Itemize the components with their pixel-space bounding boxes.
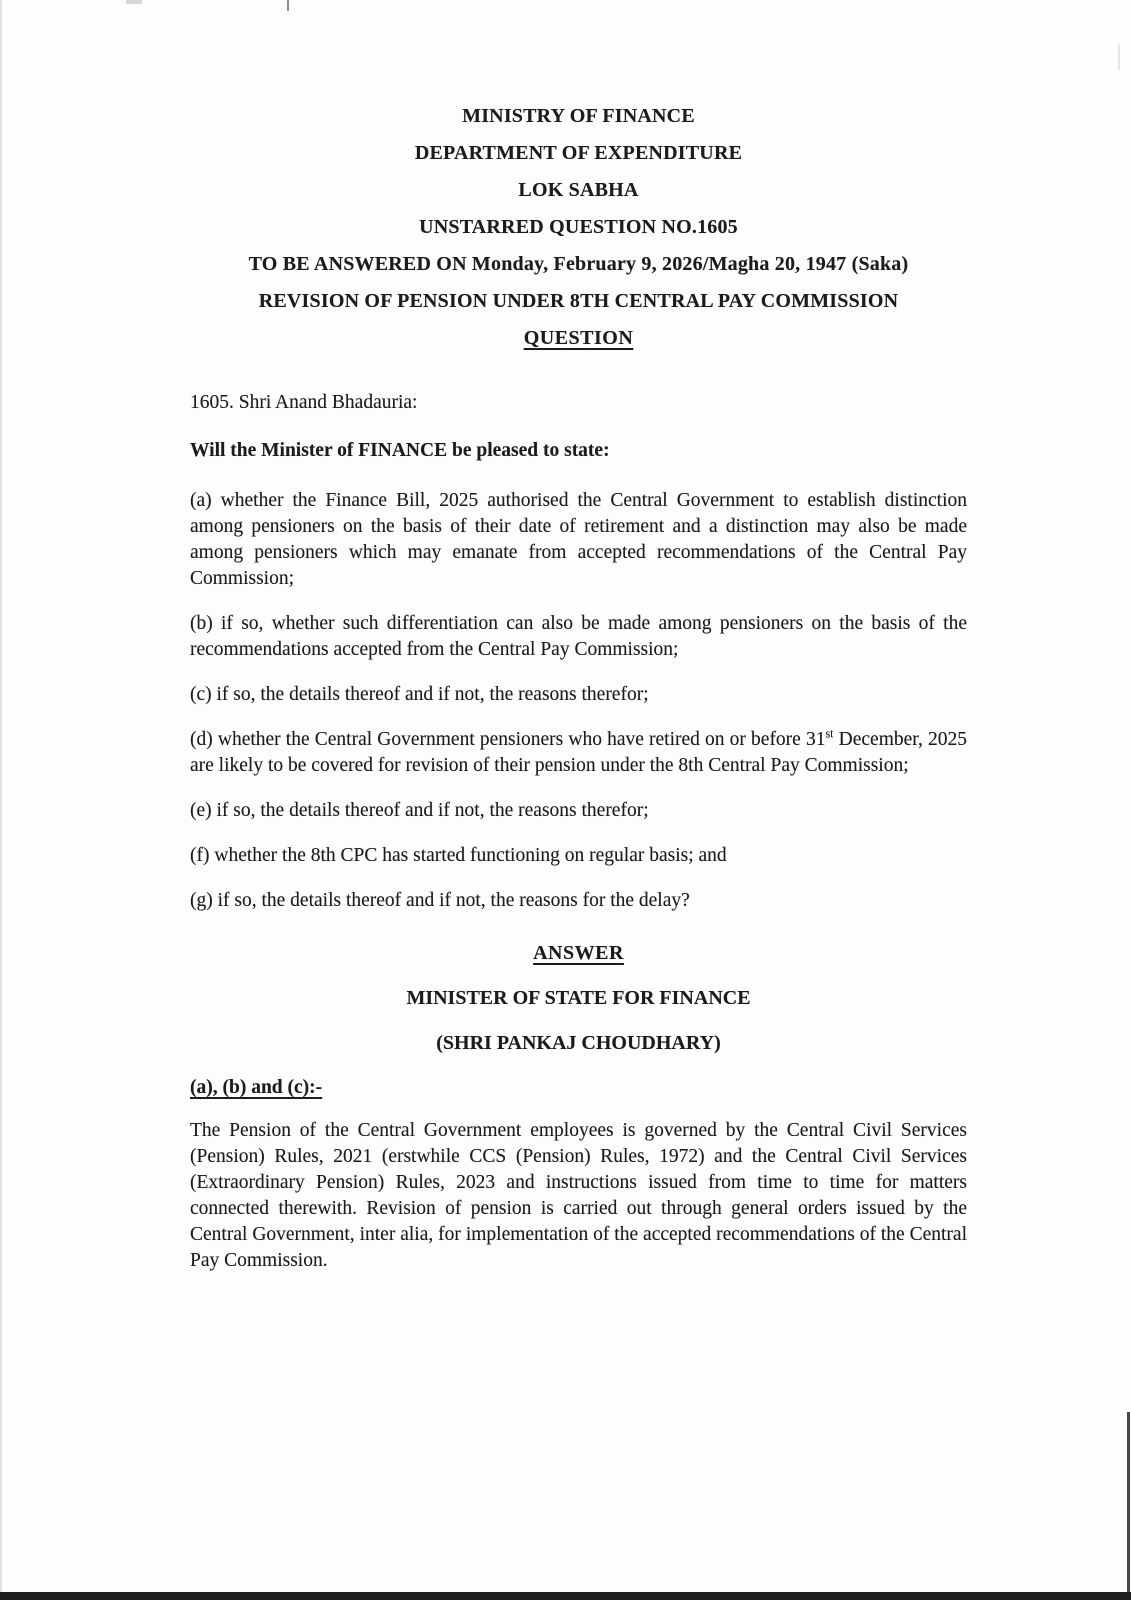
question-items — [190, 488, 967, 914]
answer-heading: ANSWER — [533, 942, 624, 964]
answer-date-line: TO BE ANSWERED ON Monday, February 9, 2026/Magha 20, 1947 (Saka) — [248, 253, 909, 275]
ordinal-superscript: st — [825, 726, 834, 741]
minister-name: (SHRI PANKAJ CHOUDHARY) — [436, 1032, 721, 1054]
answer-parts-label: (a), (b) and (c):- — [190, 1077, 323, 1098]
question-lead-line: Will the Minister of FINANCE be pleased to state: — [190, 440, 610, 461]
question-item-b: (b) if so, whether such differentiation can also be made among pensioners on the basis of the recommendations accepted from the Central Pay Commission; — [190, 613, 967, 660]
scan-bottom-edge — [0, 1592, 1131, 1600]
scan-mark — [126, 0, 142, 4]
question-heading: QUESTION — [523, 327, 634, 349]
house-title: LOK SABHA — [518, 179, 639, 201]
scan-edge-artifact — [0, 0, 2, 1600]
document-content — [190, 104, 967, 1274]
answer-body-paragraph: The Pension of the Central Government employees is governed by the Central Civil Services (Pension) Rules, 2021 (erstwhile CCS (Pension) Rules, 1972) and the Central Civil Services (Extraordinary Pension) Rules, 2023 and instructions issued from time to time for matters connected therewith. Revision of pension is carried out through general orders issued by the Central Government, inter alia, for implementation of the accepted recommendations of the Central Pay Commission. — [190, 1120, 967, 1271]
question-item-a: (a) whether the Finance Bill, 2025 authorised the Central Government to establish distinction among pensioners on the basis of their date of retirement and a distinction may also be made among pensioners which may emanate from accepted recommendations of the Central Pay Commission; — [190, 490, 967, 589]
scan-mark — [287, 0, 289, 11]
minister-title: MINISTER OF STATE FOR FINANCE — [406, 987, 751, 1009]
question-item-e: (e) if so, the details thereof and if not, the reasons therefor; — [190, 800, 649, 821]
question-item-c: (c) if so, the details thereof and if not, the reasons therefor; — [190, 684, 649, 705]
ministry-title: MINISTRY OF FINANCE — [462, 105, 695, 127]
question-item-g: (g) if so, the details thereof and if not, the reasons for the delay? — [190, 890, 690, 911]
question-number-line: UNSTARRED QUESTION NO.1605 — [419, 216, 738, 238]
department-title: DEPARTMENT OF EXPENDITURE — [414, 142, 743, 164]
subject-line: REVISION OF PENSION UNDER 8TH CENTRAL PAY COMMISSION — [258, 290, 899, 312]
question-item-d: (d) whether the Central Government pensioners who have retired on or before 31st December, 2025 are likely to be covered for revision of their pension under the 8th Central Pay Commission; — [190, 726, 967, 776]
scan-mark — [1118, 44, 1120, 70]
question-item-f: (f) whether the 8th CPC has started functioning on regular basis; and — [190, 845, 727, 866]
questioner-line: 1605. Shri Anand Bhadauria: — [190, 392, 418, 413]
scan-edge-artifact — [1127, 1412, 1130, 1594]
